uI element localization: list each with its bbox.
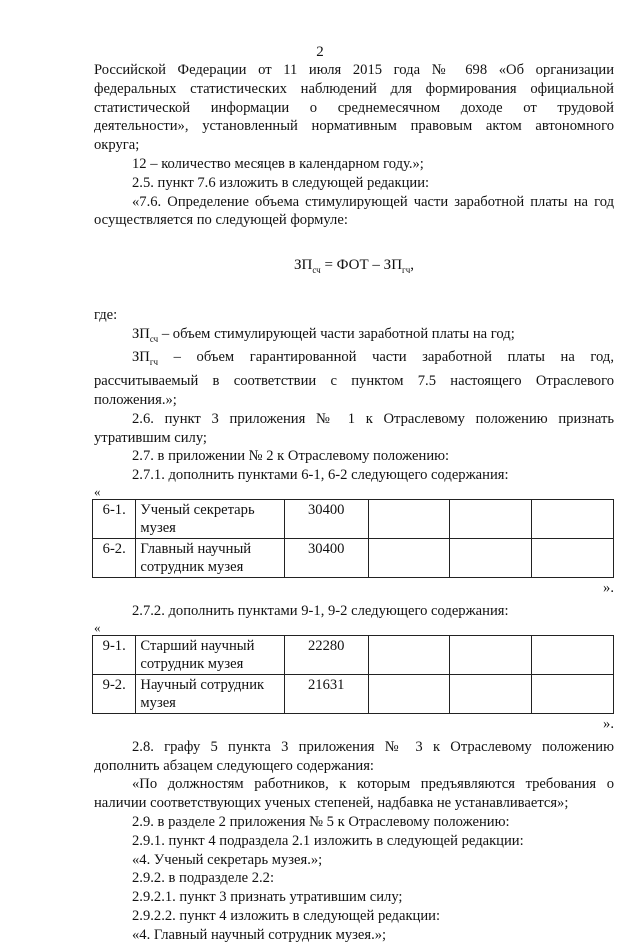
table-row: [93, 538, 614, 577]
text-line: 12 – количество месяцев в календарном году.»;: [132, 155, 424, 172]
cell-empty: [368, 538, 450, 577]
cell-name: Главный научный сотрудник музея: [136, 538, 284, 577]
formula: $ЗП_{сч}$ = ФОТ – $ЗП_{гч}$,: [293, 257, 414, 276]
cell-value: 22280: [284, 635, 368, 674]
text-line: 2.7. в приложении № 2 к Отраслевому положению:: [132, 448, 450, 465]
table-row: [93, 499, 614, 538]
cell-value: 30400: [284, 538, 368, 577]
text-line: деятельности», установленный нормативным правовым актом автономного: [94, 118, 614, 135]
quote-open: «: [94, 483, 101, 499]
cell-empty: [532, 538, 614, 577]
table-row: [93, 674, 614, 713]
cell-empty: [450, 635, 532, 674]
text-line: рассчитываемый в соответствии с пунктом 7.5 настоящего Отраслевого: [94, 373, 614, 390]
cell-num: 6-2.: [93, 538, 136, 577]
text-line: 2.9.1. пункт 4 подраздела 2.1 изложить в следующей редакции:: [132, 832, 524, 849]
table-positions-6: [92, 499, 614, 578]
document-body: [94, 61, 614, 945]
text-line: утратившим силу;: [94, 429, 207, 446]
text-line: 2.9.2.2. пункт 4 изложить в следующей редакции:: [132, 907, 441, 924]
text-line: «4. Ученый секретарь музея.»;: [132, 851, 323, 868]
quote-open: «: [94, 619, 101, 635]
cell-empty: [368, 674, 450, 713]
cell-empty: [450, 674, 532, 713]
text-line: 2.9.2.1. пункт 3 признать утратившим силу;: [132, 889, 403, 906]
cell-name: Старший научный сотрудник музея: [136, 635, 284, 674]
cell-empty: [450, 538, 532, 577]
text-line: 2.9. в разделе 2 приложения № 5 к Отраслевому положению:: [132, 813, 510, 830]
text-line: дополнить абзацем следующего содержания:: [94, 757, 374, 774]
text-line: Российской Федерации от 11 июля 2015 года № 698 «Об организации: [94, 62, 614, 78]
definition-line: $ЗП_{гч}$ – объем гарантированной части заработной платы на год,: [132, 349, 614, 368]
cell-empty: [532, 674, 614, 713]
text-line: «7.6. Определение объема стимулирующей части заработной платы на год: [132, 193, 614, 210]
cell-empty: [450, 499, 532, 538]
cell-value: 21631: [284, 674, 368, 713]
cell-empty: [368, 635, 450, 674]
text-line: 2.9.2. в подразделе 2.2:: [132, 870, 275, 887]
text-line: 2.8. графу 5 пункта 3 приложения № 3 к Отраслевому положению: [132, 738, 614, 755]
cell-num: 9-1.: [93, 635, 136, 674]
text-line: статистической информации о среднемесячном доходе от трудовой: [94, 99, 614, 116]
text-line: 2.6. пункт 3 приложения № 1 к Отраслевому положению признать: [132, 410, 614, 427]
text-line: округа;: [94, 137, 140, 154]
table-row: [93, 635, 614, 674]
text-line: 2.7.1. дополнить пунктами 6-1, 6-2 следующего содержания:: [132, 467, 509, 484]
cell-name: Научный сотрудник музея: [136, 674, 284, 713]
text-line: положения.»;: [94, 391, 177, 408]
table-positions-9: [92, 635, 614, 714]
quote-close: ».: [603, 715, 614, 732]
cell-empty: [368, 499, 450, 538]
cell-num: 6-1.: [93, 499, 136, 538]
cell-name: Ученый секретарь музея: [136, 499, 284, 538]
page-number: 2: [316, 44, 324, 60]
cell-num: 9-2.: [93, 674, 136, 713]
text-line: «По должностям работников, к которым предъявляются требования о: [132, 776, 614, 793]
text-line: осуществляется по следующей формуле:: [94, 212, 348, 229]
cell-value: 30400: [284, 499, 368, 538]
text-line: «4. Главный научный сотрудник музея.»;: [132, 926, 387, 943]
definition-line: $ЗП_{сч}$ – объем стимулирующей части заработной платы на год;: [132, 325, 515, 344]
quote-close: ».: [603, 579, 614, 596]
text-line: федеральных статистических наблюдений для формирования официальной: [94, 80, 614, 97]
text-line: 2.5. пункт 7.6 изложить в следующей редакции:: [132, 174, 430, 191]
cell-empty: [532, 635, 614, 674]
text-line: наличии соответствующих ученых степеней, надбавка не устанавливается»;: [94, 795, 569, 812]
text-line: 2.7.2. дополнить пунктами 9-1, 9-2 следующего содержания:: [132, 602, 509, 619]
text-line: где:: [94, 306, 118, 323]
cell-empty: [532, 499, 614, 538]
